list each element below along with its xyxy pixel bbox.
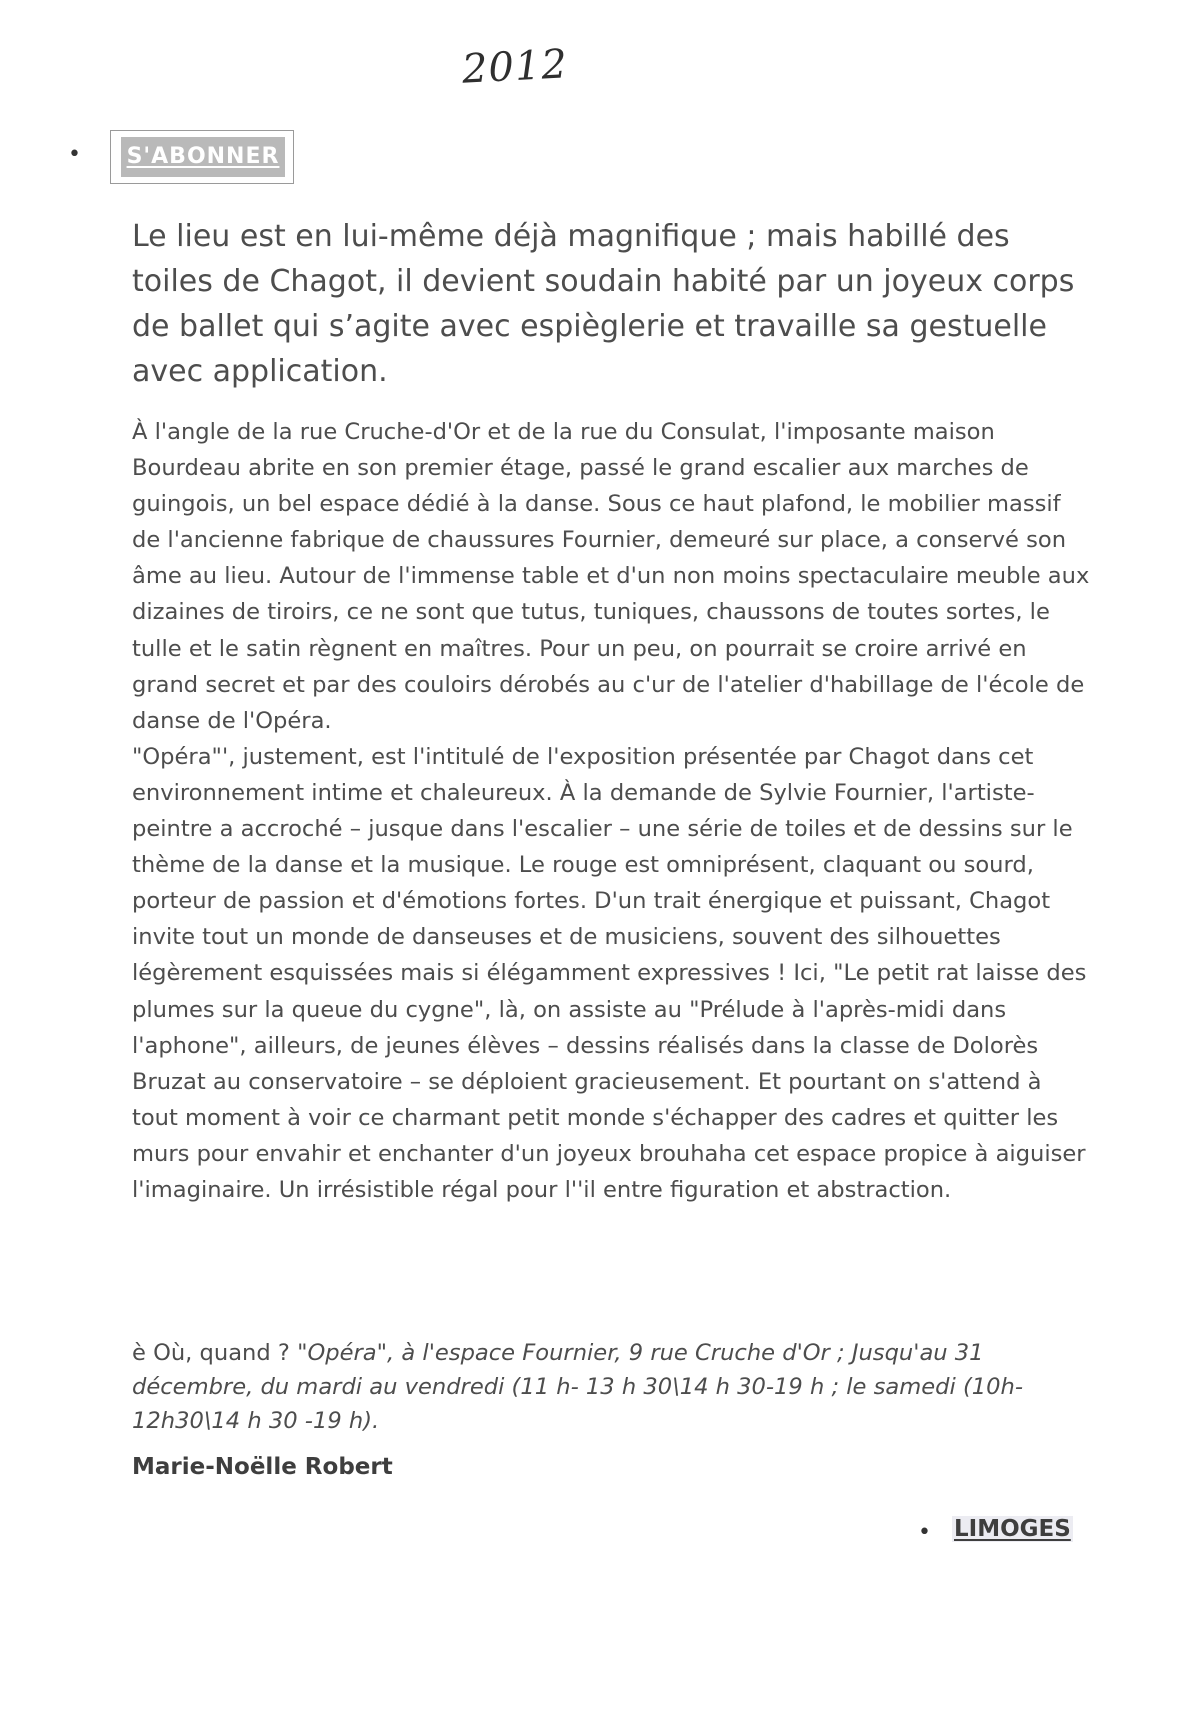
event-info-label: è Où, quand ? bbox=[132, 1340, 298, 1366]
article-author: Marie-Noëlle Robert bbox=[132, 1454, 393, 1480]
handwritten-year-annotation: 2012 bbox=[460, 41, 569, 93]
article-lead: Le lieu est en lui-même déjà magnifique ; mais habillé des toiles de Chagot, il devient soudain habité par un joyeux corps de ballet qui s’agite avec espièglerie et travaille sa gestuelle avec application. bbox=[132, 219, 1075, 389]
nav-bullet-limoges: • bbox=[918, 1520, 931, 1545]
limoges-link[interactable]: LIMOGES bbox=[954, 1516, 1071, 1542]
article-paragraph: À l'angle de la rue Cruche-d'Or et de la rue du Consulat, l'imposante maison Bourdeau abrite en son premier étage, passé le grand escalier aux marches de guingois, un bel espace dédié à la danse. Sous ce haut plafond, le mobilier massif de l'ancienne fabrique de chaussures Fournier, demeuré sur place, a conservé son âme au lieu. Autour de l'immense table et d'un non moins spectaculaire meuble aux dizaines de tiroirs, ce ne sont que tutus, tuniques, chaussons de toutes sortes, le tulle et le satin règnent en maîtres. Pour un peu, on pourrait se croire arrivé en grand secret et par des couloirs dérobés au c'ur de l'atelier d'habillage de l'école de danse de l'Opéra. bbox=[132, 419, 1090, 734]
event-info bbox=[132, 1336, 1092, 1438]
subscribe-button-label[interactable]: S'ABONNER bbox=[121, 137, 285, 177]
article-body bbox=[132, 414, 1092, 1208]
event-info-details: "Opéra", à l'espace Fournier, 9 rue Cruche d'Or ; Jusqu'au 31 décembre, du mardi au vendredi (11 h- 13 h 30\14 h 30-19 h ; le samedi (10h-12h30\14 h 30 -19 h). bbox=[132, 1340, 1024, 1434]
nav-bullet-subscribe: • bbox=[68, 142, 81, 167]
article-paragraph: "Opéra"', justement, est l'intitulé de l'exposition présentée par Chagot dans cet environnement intime et chaleureux. À la demande de Sylvie Fournier, l'artiste-peintre a accroché – jusque dans l'escalier – une série de toiles et de dessins sur le thème de la danse et la musique. Le rouge est omniprésent, claquant ou sourd, porteur de passion et d'émotions fortes. D'un trait énergique et puissant, Chagot invite tout un monde de danseuses et de musiciens, souvent des silhouettes légèrement esquissées mais si élégamment expressives ! Ici, "Le petit rat laisse des plumes sur la queue du cygne", là, on assiste au "Prélude à l'après-midi dans l'aphone", ailleurs, de jeunes élèves – dessins réalisés dans la classe de Dolorès Bruzat au conservatoire – se déploient gracieusement. Et pourtant on s'attend à tout moment à voir ce charmant petit monde s'échapper des cadres et quitter les murs pour envahir et enchanter d'un joyeux brouhaha cet espace propice à aiguiser l'imaginaire. Un irrésistible régal pour l''il entre figuration et abstraction. bbox=[132, 743, 1087, 1203]
subscribe-button[interactable] bbox=[110, 130, 294, 184]
